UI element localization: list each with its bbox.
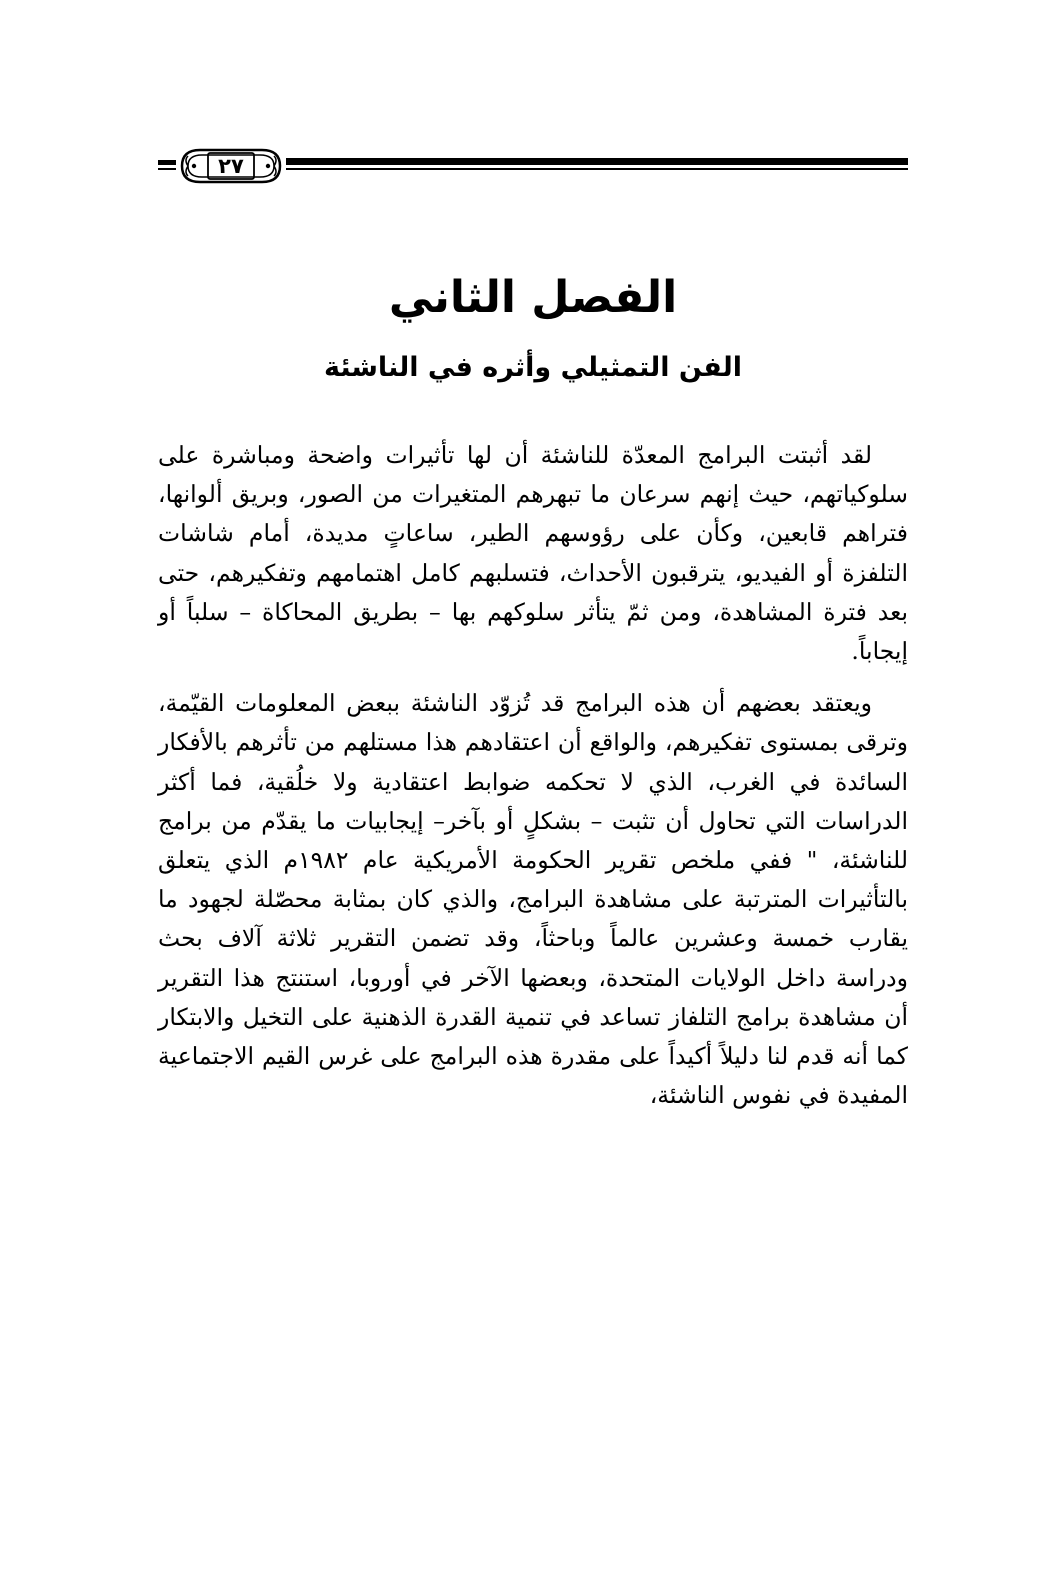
chapter-subtitle: الفن التمثيلي وأثره في الناشئة xyxy=(323,352,743,383)
paragraph-1: لقد أثبتت البرامج المعدّة للناشئة أن لها تأثيرات واضحة ومباشرة على سلوكياتهم، حيث إنهم سرعان ما تبهرهم المتغيرات من الصور، وبريق ألوانها، فتراهم قابعين، وكأن على رؤوسهم الطير، ساعاتٍ مديدة، أمام شاشات التلفزة أو الفيديو، يترقبون الأحداث، فتسلبهم كامل اهتمامهم وتفكيرهم، حتى بعد فترة المشاهدة، ومن ثمّ يتأثر سلوكهم بها – بطريق المحاكاة – سلباً أو إيجاباً. xyxy=(158,441,908,666)
paragraph-2: ويعتقد بعضهم أن هذه البرامج قد تُزوّد الناشئة ببعض المعلومات القيّمة، وترقى بمستوى تفكيرهم، والواقع أن اعتقادهم هذا مستلهم من تأثرهم بالأفكار السائدة في الغرب، الذي لا تحكمه ضوابط اعتقادية ولا خلُقية، فما أكثر الدراسات التي تحاول أن تثبت – بشكلٍ أو بآخر– إيجابيات ما يقدّم من برامج للناشئة، " ففي ملخص تقرير الحكومة الأمريكية عام ١٩٨٢م الذي يتعلق بالتأثيرات المترتبة على مشاهدة البرامج، والذي كان بمثابة محصّلة لجهود ما يقارب خمسة وعشرين عالماً وباحثاً، وقد تضمن التقرير ثلاثة آلاف بحث ودراسة داخل الولايات المتحدة، وبعضها الآخر في أوروبا، استنتج هذا التقرير أن مشاهدة برامج التلفاز تساعد في تنمية القدرة الذهنية على التخيل والابتكار كما أنه قدم لنا دليلاً أكيداً على مقدرة هذه البرامج على غرس القيم الاجتماعية المفيدة في نفوس الناشئة، xyxy=(158,689,908,1110)
header-rule-right-thin xyxy=(286,168,908,170)
header-rule-right xyxy=(286,158,908,165)
body-text xyxy=(158,436,908,1115)
header-rule-left-thin xyxy=(158,168,176,170)
header-rule-left xyxy=(158,160,176,165)
page-number-badge xyxy=(180,146,282,186)
page-header xyxy=(158,146,908,188)
page-number: ٢٧ xyxy=(218,154,244,178)
chapter-title: الفصل الثاني xyxy=(388,272,678,323)
